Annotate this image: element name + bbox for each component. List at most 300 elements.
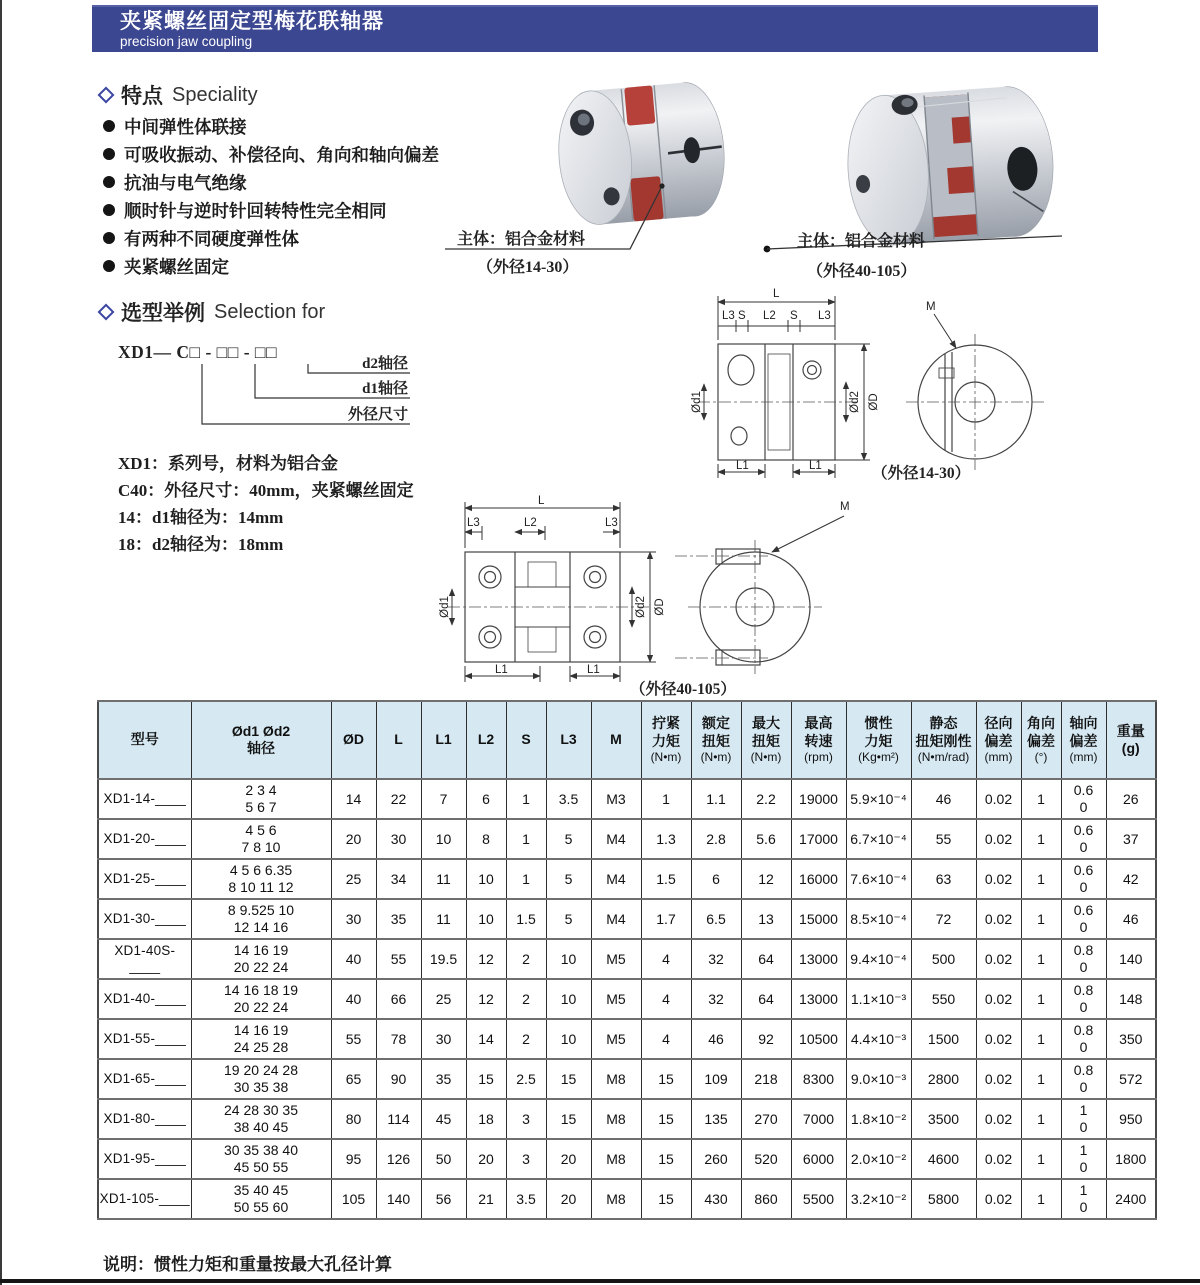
dim-d2: Ød2 bbox=[635, 596, 647, 618]
cell-L3: 15 bbox=[546, 1059, 591, 1099]
cell-OD: 95 bbox=[331, 1139, 376, 1179]
speciality-list bbox=[103, 112, 439, 280]
diamond-icon bbox=[98, 304, 115, 321]
cell-bore: 2 3 4 5 6 7 bbox=[191, 779, 331, 819]
cell-L3: 20 bbox=[546, 1139, 591, 1179]
cell-model: XD1-14-____ bbox=[98, 779, 191, 819]
table-body bbox=[98, 779, 1156, 1219]
table-row bbox=[98, 1139, 1156, 1179]
bottom-border-rule bbox=[0, 1279, 1200, 1283]
dim-L1: L1 bbox=[736, 460, 749, 472]
cell-L: 55 bbox=[376, 939, 421, 979]
cell-inertia: 1.1×10⁻³ bbox=[846, 979, 911, 1019]
bullet-icon bbox=[103, 176, 115, 188]
cell-model: XD1-55-____ bbox=[98, 1019, 191, 1059]
cell-inertia: 7.6×10⁻⁴ bbox=[846, 859, 911, 899]
cell-weight: 140 bbox=[1106, 939, 1156, 979]
large-photo-size-label: （外径40-105） bbox=[807, 263, 917, 280]
cell-M: M3 bbox=[591, 779, 641, 819]
cell-L: 22 bbox=[376, 779, 421, 819]
cell-OD: 55 bbox=[331, 1019, 376, 1059]
cell-radial-dev: 0.02 bbox=[976, 1139, 1021, 1179]
cell-tightening-torque: 15 bbox=[641, 1139, 691, 1179]
cell-static-stiffness: 63 bbox=[911, 859, 976, 899]
dim-L1: L1 bbox=[587, 664, 600, 676]
cell-rated-torque: 2.8 bbox=[691, 819, 741, 859]
col-header-angular-dev: 角向 偏差 (°) bbox=[1021, 701, 1061, 779]
cell-S: 1 bbox=[506, 819, 546, 859]
table-row bbox=[98, 819, 1156, 859]
bullet-icon bbox=[103, 120, 115, 132]
cell-rated-torque: 6 bbox=[691, 859, 741, 899]
cell-weight: 26 bbox=[1106, 779, 1156, 819]
cell-L3: 5 bbox=[546, 859, 591, 899]
technical-drawing-small bbox=[640, 282, 1195, 484]
cell-static-stiffness: 1500 bbox=[911, 1019, 976, 1059]
cell-L: 126 bbox=[376, 1139, 421, 1179]
cell-angular-dev: 1 bbox=[1021, 1179, 1061, 1219]
cell-OD: 25 bbox=[331, 859, 376, 899]
cell-M: M5 bbox=[591, 1019, 641, 1059]
cell-L2: 20 bbox=[466, 1139, 506, 1179]
cell-L3: 10 bbox=[546, 1019, 591, 1059]
title-banner bbox=[92, 5, 1098, 52]
cell-max-torque: 12 bbox=[741, 859, 791, 899]
table-row bbox=[98, 899, 1156, 939]
cell-bore: 30 35 38 40 45 50 55 bbox=[191, 1139, 331, 1179]
small-photo-material-label: 主体：铝合金材料 bbox=[457, 231, 586, 248]
col-header-L: L bbox=[376, 701, 421, 779]
selection-note: 18：d2轴径为：18mm bbox=[118, 535, 284, 554]
cell-L2: 8 bbox=[466, 819, 506, 859]
bullet-icon bbox=[103, 148, 115, 160]
cell-weight: 1800 bbox=[1106, 1139, 1156, 1179]
page-subtitle: precision jaw coupling bbox=[120, 34, 253, 49]
table-row bbox=[98, 779, 1156, 819]
col-header-M: M bbox=[591, 701, 641, 779]
cell-radial-dev: 0.02 bbox=[976, 819, 1021, 859]
cell-angular-dev: 1 bbox=[1021, 1099, 1061, 1139]
cell-bore: 14 16 19 20 22 24 bbox=[191, 939, 331, 979]
col-header-radial-dev: 径向 偏差 (mm) bbox=[976, 701, 1021, 779]
cell-inertia: 9.4×10⁻⁴ bbox=[846, 939, 911, 979]
cell-max-speed: 7000 bbox=[791, 1099, 846, 1139]
col-header-axial-dev: 轴向 偏差 (mm) bbox=[1061, 701, 1106, 779]
footnote: 说明：惯性力矩和重量按最大孔径计算 bbox=[103, 1255, 392, 1274]
cell-L2: 21 bbox=[466, 1179, 506, 1219]
cell-S: 2 bbox=[506, 1019, 546, 1059]
cell-model: XD1-80-____ bbox=[98, 1099, 191, 1139]
cell-rated-torque: 46 bbox=[691, 1019, 741, 1059]
cell-bore: 4 5 6 6.35 8 10 11 12 bbox=[191, 859, 331, 899]
col-header-rated-torque: 额定 扭矩 (N•m) bbox=[691, 701, 741, 779]
cell-max-torque: 64 bbox=[741, 979, 791, 1019]
cell-bore: 14 16 18 19 20 22 24 bbox=[191, 979, 331, 1019]
cell-weight: 572 bbox=[1106, 1059, 1156, 1099]
cell-axial-dev: 0.8 0 bbox=[1061, 979, 1106, 1019]
col-header-model: 型号 bbox=[98, 701, 191, 779]
cell-weight: 2400 bbox=[1106, 1179, 1156, 1219]
col-header-weight: 重量 (g) bbox=[1106, 701, 1156, 779]
cell-L1: 11 bbox=[421, 899, 466, 939]
cell-M: M4 bbox=[591, 819, 641, 859]
cell-OD: 14 bbox=[331, 779, 376, 819]
dim-S: S bbox=[738, 310, 746, 322]
dim-L: L bbox=[773, 288, 780, 300]
dim-d2: Ød2 bbox=[849, 391, 861, 413]
cell-weight: 42 bbox=[1106, 859, 1156, 899]
dim-d1: Ød1 bbox=[439, 596, 451, 618]
cell-M: M8 bbox=[591, 1099, 641, 1139]
cell-S: 2.5 bbox=[506, 1059, 546, 1099]
cell-L2: 14 bbox=[466, 1019, 506, 1059]
dim-L1: L1 bbox=[495, 664, 508, 676]
small-photo-size-label: （外径14-30） bbox=[477, 259, 579, 276]
cell-L3: 5 bbox=[546, 899, 591, 939]
cell-L2: 12 bbox=[466, 939, 506, 979]
cell-M: M8 bbox=[591, 1139, 641, 1179]
cell-L1: 10 bbox=[421, 819, 466, 859]
cell-static-stiffness: 55 bbox=[911, 819, 976, 859]
dim-L3: L3 bbox=[605, 517, 618, 529]
cell-radial-dev: 0.02 bbox=[976, 1179, 1021, 1219]
dim-L: L bbox=[538, 495, 545, 507]
dim-D: ØD bbox=[654, 598, 666, 616]
cell-axial-dev: 0.6 0 bbox=[1061, 859, 1106, 899]
bullet-icon bbox=[103, 232, 115, 244]
cell-weight: 148 bbox=[1106, 979, 1156, 1019]
cell-rated-torque: 32 bbox=[691, 939, 741, 979]
cell-max-speed: 10500 bbox=[791, 1019, 846, 1059]
cell-L1: 11 bbox=[421, 859, 466, 899]
table-row bbox=[98, 939, 1156, 979]
cell-radial-dev: 0.02 bbox=[976, 939, 1021, 979]
cell-tightening-torque: 15 bbox=[641, 1059, 691, 1099]
cell-L3: 10 bbox=[546, 939, 591, 979]
cell-M: M5 bbox=[591, 979, 641, 1019]
cell-tightening-torque: 1 bbox=[641, 779, 691, 819]
cell-max-torque: 92 bbox=[741, 1019, 791, 1059]
cell-axial-dev: 0.8 0 bbox=[1061, 1019, 1106, 1059]
dim-D: ØD bbox=[868, 393, 880, 411]
cell-rated-torque: 32 bbox=[691, 979, 741, 1019]
speciality-text: 有两种不同硬度弹性体 bbox=[124, 228, 299, 249]
cell-angular-dev: 1 bbox=[1021, 1059, 1061, 1099]
cell-OD: 30 bbox=[331, 899, 376, 939]
col-header-tightening-torque: 拧紧 力矩 (N•m) bbox=[641, 701, 691, 779]
cell-OD: 40 bbox=[331, 939, 376, 979]
table-row bbox=[98, 1019, 1156, 1059]
cell-L1: 7 bbox=[421, 779, 466, 819]
cell-angular-dev: 1 bbox=[1021, 939, 1061, 979]
cell-max-torque: 520 bbox=[741, 1139, 791, 1179]
specifications-table bbox=[97, 700, 1157, 1220]
cell-max-torque: 5.6 bbox=[741, 819, 791, 859]
cell-model: XD1-95-____ bbox=[98, 1139, 191, 1179]
table-row bbox=[98, 859, 1156, 899]
cell-static-stiffness: 4600 bbox=[911, 1139, 976, 1179]
left-border-rule bbox=[0, 0, 2, 1285]
cell-angular-dev: 1 bbox=[1021, 819, 1061, 859]
cell-rated-torque: 430 bbox=[691, 1179, 741, 1219]
cell-max-speed: 15000 bbox=[791, 899, 846, 939]
cell-weight: 37 bbox=[1106, 819, 1156, 859]
cell-L: 66 bbox=[376, 979, 421, 1019]
dim-L3: L3 bbox=[722, 310, 735, 322]
table-header-row bbox=[98, 701, 1156, 779]
cell-rated-torque: 109 bbox=[691, 1059, 741, 1099]
cell-rated-torque: 6.5 bbox=[691, 899, 741, 939]
cell-max-speed: 13000 bbox=[791, 939, 846, 979]
cell-L: 34 bbox=[376, 859, 421, 899]
cell-inertia: 1.8×10⁻² bbox=[846, 1099, 911, 1139]
cell-angular-dev: 1 bbox=[1021, 1019, 1061, 1059]
cell-L1: 45 bbox=[421, 1099, 466, 1139]
cell-angular-dev: 1 bbox=[1021, 1139, 1061, 1179]
col-header-L2: L2 bbox=[466, 701, 506, 779]
cell-L2: 15 bbox=[466, 1059, 506, 1099]
cell-inertia: 6.7×10⁻⁴ bbox=[846, 819, 911, 859]
cell-radial-dev: 0.02 bbox=[976, 859, 1021, 899]
table-row bbox=[98, 1059, 1156, 1099]
col-header-max-speed: 最高 转速 (rpm) bbox=[791, 701, 846, 779]
cell-angular-dev: 1 bbox=[1021, 899, 1061, 939]
speciality-text: 顺时针与逆时针回转特性完全相同 bbox=[124, 200, 387, 221]
cell-L2: 18 bbox=[466, 1099, 506, 1139]
cell-tightening-torque: 1.7 bbox=[641, 899, 691, 939]
cell-M: M4 bbox=[591, 859, 641, 899]
cell-radial-dev: 0.02 bbox=[976, 1019, 1021, 1059]
dim-L1: L1 bbox=[809, 460, 822, 472]
dim-d1: Ød1 bbox=[691, 391, 703, 413]
speciality-item bbox=[103, 168, 439, 196]
cell-OD: 105 bbox=[331, 1179, 376, 1219]
table-row bbox=[98, 1179, 1156, 1219]
dim-L2: L2 bbox=[763, 310, 776, 322]
cell-L2: 6 bbox=[466, 779, 506, 819]
selection-note: C40：外径尺寸：40mm，夹紧螺丝固定 bbox=[118, 481, 414, 500]
cell-max-speed: 5500 bbox=[791, 1179, 846, 1219]
selection-notes bbox=[118, 450, 414, 558]
cell-L: 140 bbox=[376, 1179, 421, 1219]
cell-axial-dev: 1 0 bbox=[1061, 1139, 1106, 1179]
cell-M: M5 bbox=[591, 939, 641, 979]
cell-static-stiffness: 46 bbox=[911, 779, 976, 819]
col-header-max-torque: 最大 扭矩 (N•m) bbox=[741, 701, 791, 779]
cell-L1: 25 bbox=[421, 979, 466, 1019]
cell-inertia: 2.0×10⁻² bbox=[846, 1139, 911, 1179]
cell-radial-dev: 0.02 bbox=[976, 779, 1021, 819]
col-header-static-stiffness: 静态 扭矩刚性 (N•m/rad) bbox=[911, 701, 976, 779]
cell-axial-dev: 0.6 0 bbox=[1061, 899, 1106, 939]
cell-L3: 15 bbox=[546, 1099, 591, 1139]
cell-max-torque: 270 bbox=[741, 1099, 791, 1139]
cell-axial-dev: 0.6 0 bbox=[1061, 779, 1106, 819]
cell-axial-dev: 1 0 bbox=[1061, 1179, 1106, 1219]
cell-radial-dev: 0.02 bbox=[976, 899, 1021, 939]
cell-angular-dev: 1 bbox=[1021, 979, 1061, 1019]
large-photo-material-label: 主体：铝合金材料 bbox=[797, 233, 926, 250]
cell-tightening-torque: 15 bbox=[641, 1179, 691, 1219]
cell-L: 35 bbox=[376, 899, 421, 939]
speciality-text: 可吸收振动、补偿径向、角向和轴向偏差 bbox=[124, 144, 439, 165]
cell-S: 1.5 bbox=[506, 899, 546, 939]
dim-M: M bbox=[926, 301, 936, 313]
cell-OD: 80 bbox=[331, 1099, 376, 1139]
cell-max-speed: 8300 bbox=[791, 1059, 846, 1099]
drawing-small-caption: （外径14-30） bbox=[872, 465, 971, 482]
speciality-heading-en: Speciality bbox=[172, 83, 258, 106]
cell-static-stiffness: 5800 bbox=[911, 1179, 976, 1219]
selection-heading bbox=[100, 297, 325, 327]
cell-tightening-torque: 15 bbox=[641, 1099, 691, 1139]
cell-inertia: 3.2×10⁻² bbox=[846, 1179, 911, 1219]
speciality-text: 抗油与电气绝缘 bbox=[124, 172, 247, 193]
dim-L2: L2 bbox=[524, 517, 537, 529]
cell-L: 78 bbox=[376, 1019, 421, 1059]
cell-S: 1 bbox=[506, 779, 546, 819]
cell-bore: 8 9.525 10 12 14 16 bbox=[191, 899, 331, 939]
cell-M: M8 bbox=[591, 1179, 641, 1219]
dim-S: S bbox=[790, 310, 798, 322]
cell-axial-dev: 0.8 0 bbox=[1061, 1059, 1106, 1099]
cell-static-stiffness: 550 bbox=[911, 979, 976, 1019]
cell-tightening-torque: 1.3 bbox=[641, 819, 691, 859]
cell-tightening-torque: 4 bbox=[641, 979, 691, 1019]
dim-M: M bbox=[840, 501, 850, 513]
table-row bbox=[98, 979, 1156, 1019]
cell-axial-dev: 0.6 0 bbox=[1061, 819, 1106, 859]
drawing-large-caption: （外径40-105） bbox=[630, 681, 736, 698]
cell-inertia: 8.5×10⁻⁴ bbox=[846, 899, 911, 939]
cell-bore: 24 28 30 35 38 40 45 bbox=[191, 1099, 331, 1139]
callout-od: 外径尺寸 bbox=[347, 407, 408, 423]
speciality-item bbox=[103, 196, 439, 224]
selection-heading-en: Selection for bbox=[214, 300, 326, 323]
cell-L3: 5 bbox=[546, 819, 591, 859]
cell-L: 114 bbox=[376, 1099, 421, 1139]
cell-OD: 65 bbox=[331, 1059, 376, 1099]
cell-model: XD1-30-____ bbox=[98, 899, 191, 939]
callout-d2: d2轴径 bbox=[362, 356, 408, 372]
cell-model: XD1-105-____ bbox=[98, 1179, 191, 1219]
cell-L: 30 bbox=[376, 819, 421, 859]
speciality-item bbox=[103, 224, 439, 252]
cell-tightening-torque: 4 bbox=[641, 1019, 691, 1059]
part-number-diagram bbox=[110, 332, 450, 442]
cell-model: XD1-20-____ bbox=[98, 819, 191, 859]
part-number-code: XD1— C□ - □□ - □□ bbox=[118, 342, 278, 362]
cell-S: 3.5 bbox=[506, 1179, 546, 1219]
speciality-heading bbox=[100, 80, 258, 110]
cell-max-speed: 13000 bbox=[791, 979, 846, 1019]
table-row bbox=[98, 1099, 1156, 1139]
cell-S: 3 bbox=[506, 1099, 546, 1139]
cell-max-torque: 218 bbox=[741, 1059, 791, 1099]
col-header-inertia: 惯性 力矩 (Kg•m²) bbox=[846, 701, 911, 779]
cell-weight: 350 bbox=[1106, 1019, 1156, 1059]
cell-S: 1 bbox=[506, 859, 546, 899]
cell-OD: 20 bbox=[331, 819, 376, 859]
cell-M: M4 bbox=[591, 899, 641, 939]
technical-drawing-large bbox=[420, 492, 995, 707]
cell-radial-dev: 0.02 bbox=[976, 979, 1021, 1019]
speciality-heading-cn: 特点 bbox=[121, 85, 163, 108]
speciality-item bbox=[103, 140, 439, 168]
col-header-OD: ØD bbox=[331, 701, 376, 779]
cell-L1: 30 bbox=[421, 1019, 466, 1059]
cell-static-stiffness: 2800 bbox=[911, 1059, 976, 1099]
cell-model: XD1-40-____ bbox=[98, 979, 191, 1019]
speciality-item bbox=[103, 112, 439, 140]
cell-L2: 12 bbox=[466, 979, 506, 1019]
cell-M: M8 bbox=[591, 1059, 641, 1099]
cell-max-speed: 17000 bbox=[791, 819, 846, 859]
cell-S: 2 bbox=[506, 979, 546, 1019]
cell-inertia: 4.4×10⁻³ bbox=[846, 1019, 911, 1059]
cell-tightening-torque: 1.5 bbox=[641, 859, 691, 899]
cell-L1: 19.5 bbox=[421, 939, 466, 979]
cell-static-stiffness: 3500 bbox=[911, 1099, 976, 1139]
cell-max-torque: 2.2 bbox=[741, 779, 791, 819]
cell-model: XD1-65-____ bbox=[98, 1059, 191, 1099]
cell-inertia: 5.9×10⁻⁴ bbox=[846, 779, 911, 819]
cell-max-torque: 64 bbox=[741, 939, 791, 979]
cell-axial-dev: 0.8 0 bbox=[1061, 939, 1106, 979]
cell-L1: 35 bbox=[421, 1059, 466, 1099]
cell-max-torque: 13 bbox=[741, 899, 791, 939]
col-header-L1: L1 bbox=[421, 701, 466, 779]
cell-L2: 10 bbox=[466, 899, 506, 939]
callout-d1: d1轴径 bbox=[362, 381, 408, 397]
cell-max-speed: 6000 bbox=[791, 1139, 846, 1179]
col-header-bore: Ød1 Ød2 轴径 bbox=[191, 701, 331, 779]
selection-heading-cn: 选型举例 bbox=[121, 302, 205, 325]
dim-L3: L3 bbox=[818, 310, 831, 322]
cell-max-torque: 860 bbox=[741, 1179, 791, 1219]
cell-S: 3 bbox=[506, 1139, 546, 1179]
cell-static-stiffness: 500 bbox=[911, 939, 976, 979]
bullet-icon bbox=[103, 204, 115, 216]
speciality-item bbox=[103, 252, 439, 280]
cell-max-speed: 16000 bbox=[791, 859, 846, 899]
cell-static-stiffness: 72 bbox=[911, 899, 976, 939]
cell-angular-dev: 1 bbox=[1021, 859, 1061, 899]
diamond-icon bbox=[98, 87, 115, 104]
cell-bore: 19 20 24 28 30 35 38 bbox=[191, 1059, 331, 1099]
page-title: 夹紧螺丝固定型梅花联轴器 bbox=[120, 10, 384, 33]
cell-model: XD1-40S-____ bbox=[98, 939, 191, 979]
selection-note: 14：d1轴径为：14mm bbox=[118, 508, 284, 527]
cell-tightening-torque: 4 bbox=[641, 939, 691, 979]
cell-L1: 50 bbox=[421, 1139, 466, 1179]
cell-bore: 35 40 45 50 55 60 bbox=[191, 1179, 331, 1219]
cell-radial-dev: 0.02 bbox=[976, 1059, 1021, 1099]
cell-L3: 20 bbox=[546, 1179, 591, 1219]
cell-L: 90 bbox=[376, 1059, 421, 1099]
cell-L3: 10 bbox=[546, 979, 591, 1019]
selection-note: XD1：系列号，材料为铝合金 bbox=[118, 454, 339, 473]
cell-weight: 950 bbox=[1106, 1099, 1156, 1139]
col-header-S: S bbox=[506, 701, 546, 779]
cell-angular-dev: 1 bbox=[1021, 779, 1061, 819]
cell-rated-torque: 260 bbox=[691, 1139, 741, 1179]
speciality-text: 中间弹性体联接 bbox=[124, 116, 247, 137]
cell-rated-torque: 135 bbox=[691, 1099, 741, 1139]
speciality-text: 夹紧螺丝固定 bbox=[124, 256, 229, 277]
cell-weight: 46 bbox=[1106, 899, 1156, 939]
cell-inertia: 9.0×10⁻³ bbox=[846, 1059, 911, 1099]
